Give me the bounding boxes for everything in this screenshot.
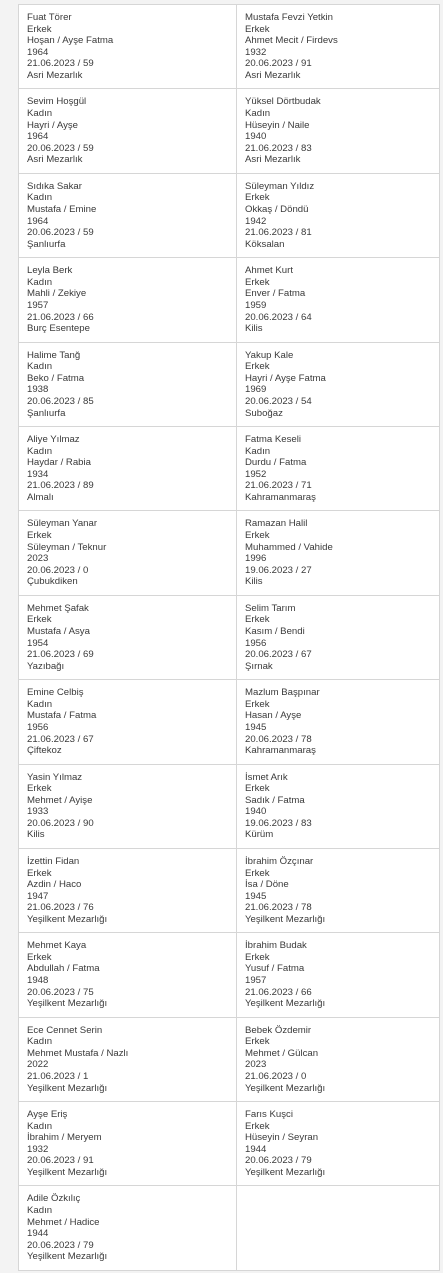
record-place: Burç Esentepe	[27, 323, 90, 335]
record-parents: Mustafa / Fatma	[27, 710, 97, 722]
record-parents: Mehmet / Ayişe	[27, 794, 93, 806]
record-name: Ramazan Halil	[245, 518, 308, 530]
record-date-age: 20.06.2023 / 0	[27, 564, 89, 576]
record-date-age: 21.06.2023 / 76	[27, 902, 94, 914]
record-parents: Beko / Fatma	[27, 372, 85, 384]
record-parents: Kasım / Bendi	[245, 625, 305, 637]
record-parents: Muhammed / Vahide	[245, 541, 333, 553]
record-gender: Erkek	[245, 1120, 270, 1132]
record-card	[19, 1018, 237, 1102]
record-parents: Hayri / Ayşe	[27, 119, 79, 131]
record-gender: Erkek	[27, 951, 52, 963]
record-date-age: 20.06.2023 / 54	[245, 395, 312, 407]
record-place: Kilis	[245, 576, 263, 588]
record-gender: Kadın	[27, 698, 53, 710]
record-name: İbrahim Özçınar	[245, 855, 314, 867]
record-date-age: 20.06.2023 / 91	[27, 1155, 94, 1167]
record-gender: Erkek	[27, 529, 52, 541]
record-name: Selim Tarım	[245, 602, 296, 614]
record-parents: Mehmet Mustafa / Nazlı	[27, 1047, 129, 1059]
record-name: Sevim Hoşgül	[27, 96, 87, 108]
record-birth-year: 2023	[27, 553, 49, 565]
record-gender: Kadın	[245, 107, 271, 119]
record-place: Yeşilkent Mezarlığı	[27, 1251, 108, 1263]
record-gender: Erkek	[27, 23, 52, 35]
record-parents: Enver / Fatma	[245, 288, 306, 300]
record-gender: Kadın	[27, 1036, 53, 1048]
record-place: Şanlıurfa	[27, 407, 66, 419]
record-parents: Hüseyin / Naile	[245, 119, 310, 131]
record-place: Yeşilkent Mezarlığı	[245, 1167, 326, 1179]
record-birth-year: 1964	[27, 131, 49, 143]
record-date-age: 21.06.2023 / 89	[27, 480, 94, 492]
record-parents: Hoşan / Ayşe Fatma	[27, 35, 114, 47]
record-gender: Erkek	[245, 1036, 270, 1048]
record-place: Asri Mezarlık	[245, 154, 301, 166]
record-birth-year: 1942	[245, 215, 267, 227]
record-place: Kahramanmaraş	[245, 491, 316, 503]
record-card	[237, 427, 440, 511]
record-name: Mehmet Kaya	[27, 940, 87, 952]
record-card	[19, 174, 237, 258]
record-birth-year: 1944	[245, 1143, 267, 1155]
record-gender: Erkek	[245, 529, 270, 541]
record-date-age: 21.06.2023 / 78	[245, 902, 312, 914]
record-name: Leyla Berk	[27, 265, 73, 277]
record-birth-year: 1969	[245, 384, 267, 396]
record-birth-year: 1996	[245, 553, 267, 565]
record-date-age: 20.06.2023 / 78	[245, 733, 312, 745]
record-place: Şırnak	[245, 660, 273, 672]
record-parents: İsa / Döne	[245, 879, 289, 891]
record-name: Mazlum Başpınar	[245, 687, 320, 699]
record-name: Fuat Törer	[27, 12, 72, 23]
record-birth-year: 1964	[27, 215, 49, 227]
record-birth-year: 1956	[245, 637, 267, 649]
record-place: Çiftekoz	[27, 745, 62, 757]
record-gender: Erkek	[245, 698, 270, 710]
record-date-age: 20.06.2023 / 67	[245, 649, 312, 661]
record-gender: Kadın	[27, 107, 53, 119]
record-parents: Hüseyin / Seyran	[245, 1132, 319, 1144]
record-parents: Mehmet / Gülcan	[245, 1047, 319, 1059]
record-name: Emine Celbiş	[27, 687, 84, 699]
record-place: Yazıbağı	[27, 660, 65, 672]
record-card	[19, 5, 237, 89]
record-birth-year: 1954	[27, 637, 49, 649]
record-date-age: 20.06.2023 / 79	[27, 1239, 94, 1251]
record-card	[237, 849, 440, 933]
record-birth-year: 1933	[27, 806, 49, 818]
record-place: Yeşilkent Mezarlığı	[27, 913, 108, 925]
record-gender: Erkek	[27, 783, 52, 795]
record-date-age: 21.06.2023 / 67	[27, 733, 94, 745]
record-birth-year: 1945	[245, 721, 267, 733]
record-place: Kilis	[27, 829, 45, 841]
record-date-age: 20.06.2023 / 75	[27, 986, 94, 998]
record-date-age: 21.06.2023 / 66	[27, 311, 94, 323]
record-place: Yeşilkent Mezarlığı	[27, 1167, 108, 1179]
record-card	[237, 174, 440, 258]
record-name: Fatma Keseli	[245, 433, 301, 445]
record-name: Aliye Yılmaz	[27, 433, 80, 445]
record-card	[19, 258, 237, 342]
record-parents: Haydar / Rabia	[27, 457, 91, 469]
record-birth-year: 1957	[245, 975, 267, 987]
record-gender: Kadın	[27, 1205, 53, 1217]
record-birth-year: 1947	[27, 890, 49, 902]
record-birth-year: 1964	[27, 46, 49, 58]
record-birth-year: 1956	[27, 721, 49, 733]
record-place: Asri Mezarlık	[27, 69, 83, 81]
record-gender: Kadın	[27, 276, 53, 288]
record-gender: Erkek	[245, 23, 270, 35]
record-birth-year: 1940	[245, 131, 267, 143]
record-name: Yasin Yılmaz	[27, 771, 83, 783]
record-gender: Erkek	[245, 867, 270, 879]
record-card	[19, 427, 237, 511]
record-card	[19, 511, 237, 595]
record-date-age: 19.06.2023 / 83	[245, 817, 312, 829]
record-gender: Erkek	[245, 192, 270, 204]
record-date-age: 20.06.2023 / 59	[27, 227, 94, 239]
record-birth-year: 1934	[27, 468, 49, 480]
record-parents: Abdullah / Fatma	[27, 963, 100, 975]
record-name: Farıs Kuşci	[245, 1109, 293, 1121]
record-place: Yeşilkent Mezarlığı	[27, 998, 108, 1010]
record-date-age: 20.06.2023 / 90	[27, 817, 94, 829]
record-place: Yeşilkent Mezarlığı	[245, 1082, 326, 1094]
record-date-age: 21.06.2023 / 59	[27, 58, 94, 70]
record-card	[19, 89, 237, 173]
record-parents: Hasan / Ayşe	[245, 710, 302, 722]
empty-cell	[237, 1186, 440, 1270]
record-name: İsmet Arık	[245, 771, 288, 783]
record-date-age: 21.06.2023 / 83	[245, 142, 312, 154]
record-card	[19, 596, 237, 680]
record-gender: Erkek	[245, 276, 270, 288]
record-gender: Erkek	[245, 614, 270, 626]
record-birth-year: 1938	[27, 384, 49, 396]
record-card	[237, 5, 440, 89]
record-card	[19, 1102, 237, 1186]
record-name: Yakup Kale	[245, 349, 294, 361]
record-place: Almalı	[27, 491, 54, 503]
record-parents: Okkaş / Döndü	[245, 203, 309, 215]
record-name: Halime Tanğ	[27, 349, 81, 361]
record-gender: Kadın	[27, 445, 53, 457]
record-card	[19, 765, 237, 849]
record-date-age: 20.06.2023 / 91	[245, 58, 312, 70]
record-name: Ayşe Eriş	[27, 1109, 68, 1121]
record-card	[237, 258, 440, 342]
record-gender: Kadın	[27, 192, 53, 204]
record-parents: Mahli / Zekiye	[27, 288, 87, 300]
record-parents: Sadık / Fatma	[245, 794, 305, 806]
record-card	[237, 511, 440, 595]
record-parents: Durdu / Fatma	[245, 457, 307, 469]
record-name: Yüksel Dörtbudak	[245, 96, 321, 108]
record-place: Yeşilkent Mezarlığı	[245, 913, 326, 925]
record-date-age: 20.06.2023 / 64	[245, 311, 312, 323]
record-name: Süleyman Yanar	[27, 518, 98, 530]
record-birth-year: 1957	[27, 299, 49, 311]
record-card	[19, 343, 237, 427]
record-place: Şanlıurfa	[27, 238, 66, 250]
record-place: Kilis	[245, 323, 263, 335]
record-name: İbrahim Budak	[245, 940, 307, 952]
record-parents: Hayri / Ayşe Fatma	[245, 372, 326, 384]
record-gender: Erkek	[245, 783, 270, 795]
record-gender: Erkek	[27, 867, 52, 879]
record-card	[237, 1018, 440, 1102]
record-birth-year: 1945	[245, 890, 267, 902]
record-card	[19, 680, 237, 764]
record-place: Kürüm	[245, 829, 274, 841]
record-parents: Mustafa / Asya	[27, 625, 90, 637]
record-card	[19, 933, 237, 1017]
record-gender: Erkek	[245, 361, 270, 373]
record-birth-year: 1959	[245, 299, 267, 311]
record-gender: Kadın	[27, 361, 53, 373]
record-card	[237, 1102, 440, 1186]
record-birth-year: 2023	[245, 1059, 267, 1071]
record-card	[237, 89, 440, 173]
record-birth-year: 1940	[245, 806, 267, 818]
record-card	[237, 680, 440, 764]
record-birth-year: 1932	[245, 46, 267, 58]
record-parents: Yusuf / Fatma	[245, 963, 305, 975]
record-gender: Erkek	[27, 614, 52, 626]
record-name: Ahmet Kurt	[245, 265, 293, 277]
record-gender: Kadın	[27, 1120, 53, 1132]
record-card	[237, 765, 440, 849]
record-place: Asri Mezarlık	[245, 69, 301, 81]
record-gender: Kadın	[245, 445, 271, 457]
record-parents: Azdin / Haco	[27, 879, 82, 891]
record-place: Çubukdiken	[27, 576, 78, 588]
record-name: İzettin Fidan	[27, 855, 80, 867]
record-date-age: 21.06.2023 / 71	[245, 480, 312, 492]
record-date-age: 21.06.2023 / 1	[27, 1071, 89, 1083]
record-name: Sıdıka Sakar	[27, 180, 82, 192]
record-card	[19, 849, 237, 933]
record-parents: Süleyman / Teknur	[27, 541, 107, 553]
record-parents: Ahmet Mecit / Firdevs	[245, 35, 338, 47]
record-birth-year: 1944	[27, 1228, 49, 1240]
record-date-age: 21.06.2023 / 69	[27, 649, 94, 661]
record-gender: Erkek	[245, 951, 270, 963]
record-card	[19, 1186, 237, 1270]
record-card	[237, 933, 440, 1017]
record-place: Köksalan	[245, 238, 285, 250]
record-name: Süleyman Yıldız	[245, 180, 315, 192]
record-date-age: 21.06.2023 / 81	[245, 227, 312, 239]
record-date-age: 21.06.2023 / 0	[245, 1071, 307, 1083]
record-date-age: 19.06.2023 / 27	[245, 564, 312, 576]
record-place: Suboğaz	[245, 407, 283, 419]
record-birth-year: 2022	[27, 1059, 49, 1071]
record-name: Adile Özkılıç	[27, 1193, 81, 1205]
record-parents: Mustafa / Emine	[27, 203, 97, 215]
record-name: Mustafa Fevzi Yetkin	[245, 12, 333, 23]
record-date-age: 20.06.2023 / 85	[27, 395, 94, 407]
record-date-age: 20.06.2023 / 59	[27, 142, 94, 154]
record-birth-year: 1932	[27, 1143, 49, 1155]
record-place: Yeşilkent Mezarlığı	[27, 1082, 108, 1094]
record-place: Kahramanmaraş	[245, 745, 316, 757]
record-card	[237, 343, 440, 427]
record-place: Yeşilkent Mezarlığı	[245, 998, 326, 1010]
death-records-grid	[18, 4, 440, 1271]
record-place: Asri Mezarlık	[27, 154, 83, 166]
record-name: Bebek Özdemir	[245, 1024, 312, 1036]
record-parents: İbrahim / Meryem	[27, 1132, 102, 1144]
record-parents: Mehmet / Hadice	[27, 1216, 100, 1228]
record-card	[237, 596, 440, 680]
record-name: Ece Cennet Serin	[27, 1024, 103, 1036]
record-name: Mehmet Şafak	[27, 602, 89, 614]
record-date-age: 21.06.2023 / 66	[245, 986, 312, 998]
record-birth-year: 1952	[245, 468, 267, 480]
record-date-age: 20.06.2023 / 79	[245, 1155, 312, 1167]
record-birth-year: 1948	[27, 975, 49, 987]
